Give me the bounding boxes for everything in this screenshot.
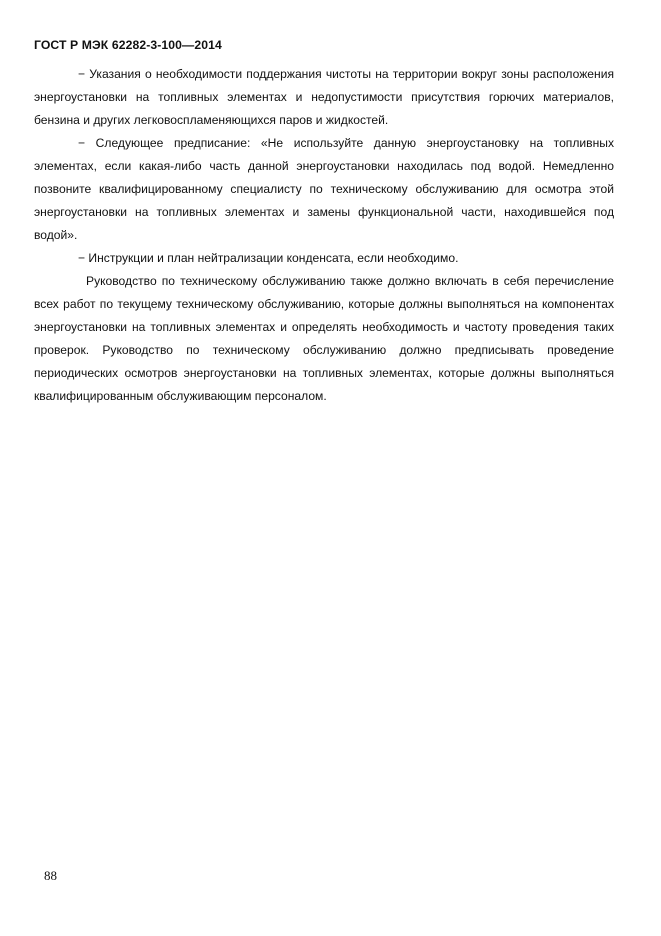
page-number: 88 bbox=[44, 868, 57, 883]
document-body bbox=[34, 63, 614, 408]
document-header: ГОСТ Р МЭК 62282-3-100—2014 bbox=[34, 38, 222, 52]
list-item-warning: − Следующее предписание: «Не используйте данную энергоустановку на топливных элементах, если какая-либо часть данной энергоустановки находилась под водой. Немедленно позвоните квалифицированному специалисту по техническому обслуживанию для осмотра этой энергоустановки на топливных элементах и замены функциональной части, находившейся под водой». bbox=[34, 136, 614, 242]
list-item-condensate: − Инструкции и план нейтрализации конденсата, если необходимо. bbox=[78, 251, 459, 265]
list-item-cleanliness: − Указания о необходимости поддержания чистоты на территории вокруг зоны расположения энергоустановки на топливных элементах и недопустимости присутствия горючих материалов, бензина и других легковоспламеняющихся паров и жидкостей. bbox=[34, 67, 614, 127]
body-paragraph: Руководство по техническому обслуживанию также должно включать в себя перечисление всех работ по текущему техническому обслуживанию, которые должны выполняться на компонентах энергоустановки на топливных элементах и определять необходимость и частоту проведения таких проверок. Руководство по техническому обслуживанию должно предписывать проведение периодических осмотров энергоустановки на топливных элементах, которые должны выполняться квалифицированным обслуживающим персоналом. bbox=[34, 274, 614, 403]
